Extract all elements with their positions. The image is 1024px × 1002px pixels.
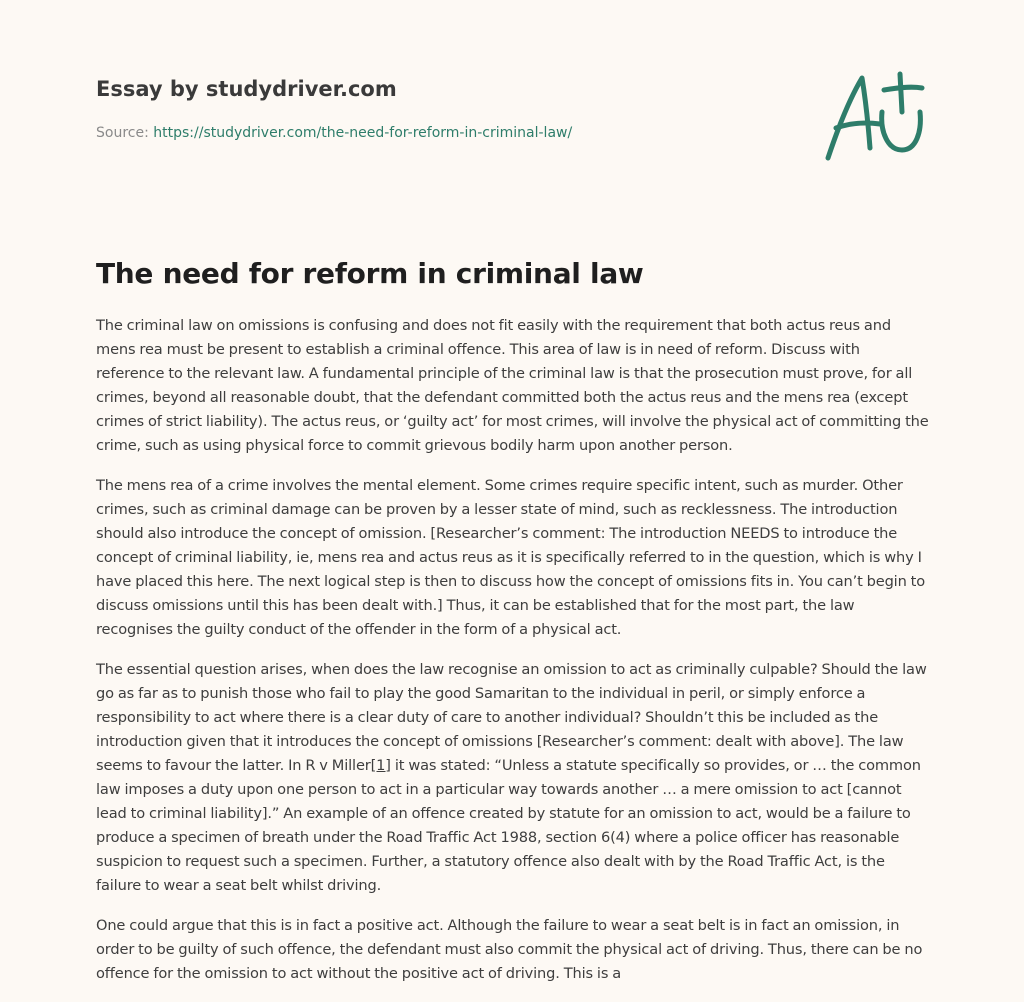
paragraph-3 — [96, 658, 932, 898]
source-line — [96, 123, 796, 143]
paragraph-3-text-a: The essential question arises, when does the law recognise an omission to act as criminally culpable? Should the law go as far as to punish those who fail to play the good Samaritan to the individual in peril, or simply enforce a responsibility to act where there is a clear duty of care to another individual? Shouldn’t this be included as the introduction given that it introduces the concept of omissions [Researcher’s comment: dealt with above]. The law seems to favour the latter. In R v Miller — [96, 661, 927, 774]
paragraph-3-text-b: it was stated: “Unless a statute specifically so provides, or … the common law imposes a duty upon one person to act in a particular way towards another … a mere omission to act [cannot lead to criminal liability].” An example of an offence created by statute for an omission to act, would be a failure to produce a specimen of breath under the Road Traffic Act 1988, section 6(4) where a police officer has reasonable suspicion to request such a specimen. Further, a statutory offence also dealt with by the Road Traffic Act, is the failure to wear a seat belt whilst driving. — [96, 757, 921, 894]
paragraph-1: The criminal law on omissions is confusing and does not fit easily with the requirement that both actus reus and mens rea must be present to establish a criminal offence. This area of law is in need of reform. Discuss with reference to the relevant law. A fundamental principle of the criminal law is that the prosecution must prove, for all crimes, beyond all reasonable doubt, that the defendant committed both the actus reus and the mens rea (except crimes of strict liability). The actus reus, or ‘guilty act’ for most crimes, will involve the physical act of committing the crime, such as using physical force to commit grievous bodily harm upon another person. — [96, 317, 929, 454]
source-link[interactable]: https://studydriver.com/the-need-for-reform-in-criminal-law/ — [153, 125, 573, 141]
site-header — [96, 74, 796, 143]
a-plus-logo-icon — [820, 66, 928, 166]
source-label: Source: — [96, 125, 149, 141]
paragraph-2: The mens rea of a crime involves the mental element. Some crimes require specific intent, such as murder. Other crimes, such as criminal damage can be proven by a lesser state of mind, such as recklessness. The introduction should also introduce the concept of omission. [Researcher’s comment: The introduction NEEDS to introduce the concept of criminal liability, ie, mens rea and actus reus as it is specifically referred to in the question, which is why I have placed this here. The next logical step is then to discuss how the concept of omissions fits in. You can’t begin to discuss omissions until this has been dealt with.] Thus, it can be established that for the most part, the law recognises the guilty conduct of the offender in the form of a physical act. — [96, 477, 926, 638]
brand-title: Essay by studydriver.com — [96, 77, 397, 101]
paragraph-4: One could argue that this is in fact a positive act. Although the failure to wear a seat belt is in fact an omission, in order to be guilty of such offence, the defendant must also commit the physical act of driving. Thus, there can be no offence for the omission to act without the positive act of driving. This is a — [96, 917, 923, 982]
footnote-link[interactable]: [1] — [370, 757, 391, 774]
article-body — [96, 314, 932, 1002]
article-title: The need for reform in criminal law — [96, 257, 644, 290]
